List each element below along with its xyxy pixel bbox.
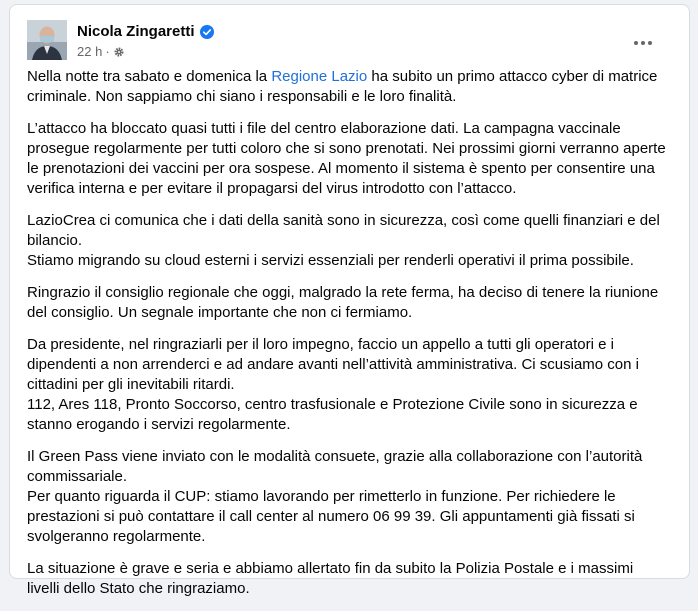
post-paragraph (27, 335, 667, 435)
author-name-row (77, 23, 214, 40)
more-options-icon[interactable] (625, 31, 661, 55)
text-line: Da presidente, nel ringraziarli per il loro impegno, faccio un appello a tutti gli operatori e i dipendenti a non arrenderci e ad andare avanti nell’attività amministrativa. Ci scusiamo con i cittadini per gli inevitabili ritardi. (27, 336, 639, 393)
text-line: LazioCrea ci comunica che i dati della sanità sono in sicurezza, così come quelli finanziari e del bilancio. (27, 212, 660, 249)
post-header (27, 17, 677, 63)
author-name[interactable]: Nicola Zingaretti (77, 23, 195, 40)
text-segment: ha subito un primo attacco cyber di matrice criminale. Non sappiamo chi siano i responsabili e le loro finalità. (27, 68, 658, 105)
post-paragraph: Ringrazio il consiglio regionale che oggi, malgrado la rete ferma, ha deciso di tenere la riunione del consiglio. Un segnale importante che non ci fermiamo. (27, 284, 659, 321)
post-paragraph (27, 67, 667, 107)
post-timestamp[interactable]: 22 h (77, 44, 103, 59)
post-card (9, 4, 690, 597)
text-line: 112, Ares 118, Pronto Soccorso, centro trasfusionale e Protezione Civile sono in sicurezza e stanno erogando i servizi regolarmente. (27, 396, 638, 433)
post-paragraph (27, 211, 667, 271)
post-paragraph (27, 447, 667, 547)
post-body (27, 67, 667, 611)
text-line: Per quanto riguarda il CUP: stiamo lavorando per rimetterlo in funzione. Per richiedere le prestazioni si può contattare il call center al numero 06 99 39. Gli appuntamenti già fissati si svolgeranno regolarmente. (27, 488, 635, 545)
post-meta (77, 44, 125, 59)
verified-badge-icon (200, 25, 214, 39)
meta-separator: · (105, 44, 110, 59)
gear-icon[interactable] (113, 46, 125, 58)
text-segment: Nella notte tra sabato e domenica la (27, 68, 272, 85)
post-paragraph: La situazione è grave e seria e abbiamo allertato fin da subito la Polizia Postale e i massimi livelli dello Stato che ringraziamo. (27, 560, 634, 597)
more-dot (641, 41, 645, 45)
more-dot (634, 41, 638, 45)
more-dot (648, 41, 652, 45)
author-avatar[interactable] (27, 20, 67, 60)
page-link-regione-lazio[interactable]: Regione Lazio (271, 68, 368, 85)
text-line: Stiamo migrando su cloud esterni i servizi essenziali per renderli operativi il prima possibile. (27, 252, 634, 269)
text-line: Il Green Pass viene inviato con le modalità consuete, grazie alla collaborazione con l’autorità commissariale. (27, 448, 643, 485)
post-paragraph: L’attacco ha bloccato quasi tutti i file del centro elaborazione dati. La campagna vaccinale prosegue regolarmente per tutti coloro che si sono prenotati. Nei prossimi giorni verranno aperte le prenotazioni dei vaccini per ora sospese. Al momento il sistema è spento per consentire una verifica interna e per evitare il propagarsi del virus introdotto con l’attacco. (27, 120, 666, 197)
avatar-image (27, 20, 67, 60)
